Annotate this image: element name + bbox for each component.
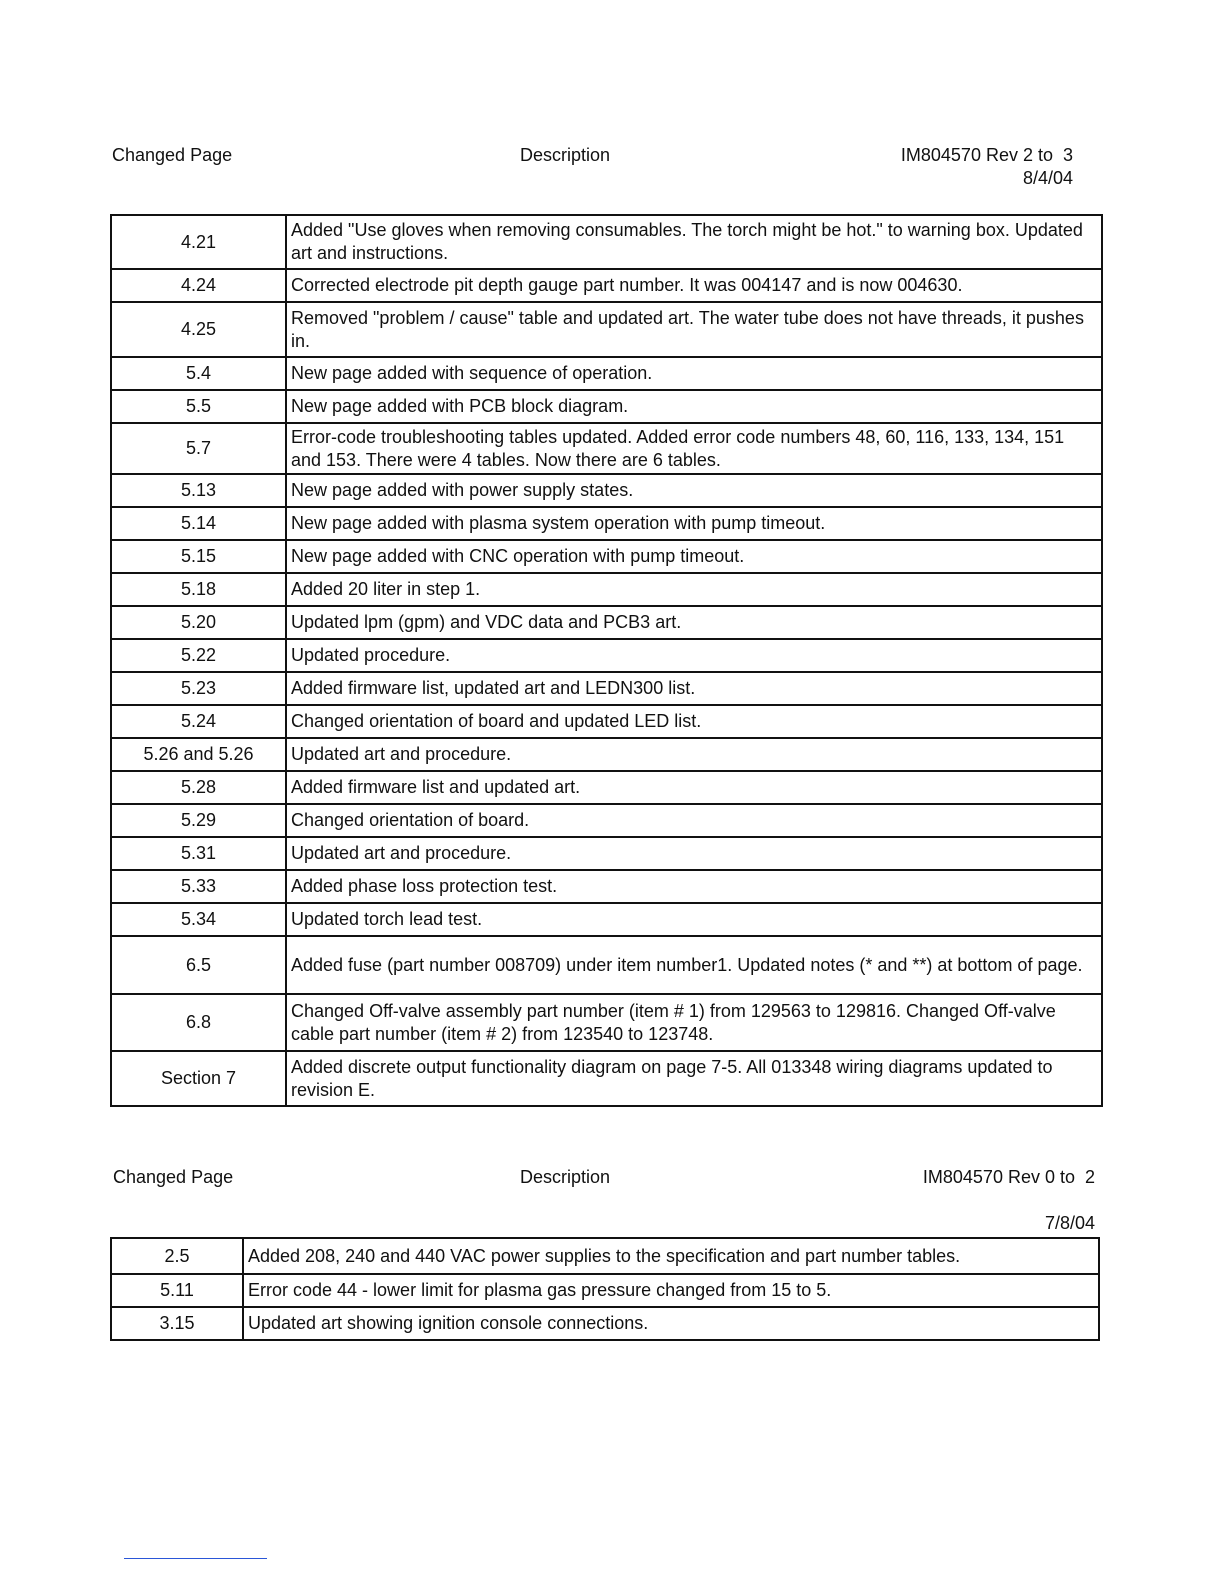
table-row [111, 837, 1102, 870]
description-cell: Updated art showing ignition console connections. [243, 1307, 1099, 1340]
table-row [111, 903, 1102, 936]
table-row [111, 1274, 1099, 1307]
changed-page-cell: 5.34 [111, 903, 286, 936]
table-row [111, 357, 1102, 390]
changed-page-cell: Section 7 [111, 1051, 286, 1106]
description-cell: Updated lpm (gpm) and VDC data and PCB3 art. [286, 606, 1102, 639]
changed-page-cell: 5.20 [111, 606, 286, 639]
description-cell: Updated art and procedure. [286, 738, 1102, 771]
section2-revision-date: 7/8/04 [1044, 1213, 1095, 1233]
section2-changed-page-heading: Changed Page [113, 1167, 234, 1187]
table-row [111, 573, 1102, 606]
changed-page-cell: 5.11 [111, 1274, 243, 1307]
description-cell: Error code 44 - lower limit for plasma gas pressure changed from 15 to 5. [243, 1274, 1099, 1307]
changed-page-cell: 3.15 [111, 1307, 243, 1340]
table-row [111, 936, 1102, 994]
changed-page-cell: 6.8 [111, 994, 286, 1051]
table-row [111, 474, 1102, 507]
changed-page-cell: 4.21 [111, 215, 286, 269]
section1-revisions-table [110, 214, 1103, 1107]
changed-page-cell: 5.28 [111, 771, 286, 804]
description-cell: Updated procedure. [286, 639, 1102, 672]
table-row [111, 1307, 1099, 1340]
description-cell: Corrected electrode pit depth gauge part number. It was 004147 and is now 004630. [286, 269, 1102, 302]
changed-page-cell: 5.14 [111, 507, 286, 540]
changed-page-cell: 4.24 [111, 269, 286, 302]
changed-page-cell: 5.24 [111, 705, 286, 738]
description-cell: Added 208, 240 and 440 VAC power supplies to the specification and part number tables. [243, 1238, 1099, 1274]
changed-page-cell: 5.13 [111, 474, 286, 507]
table-row [111, 606, 1102, 639]
changed-page-cell: 4.25 [111, 302, 286, 357]
section2-revisions-table [110, 1237, 1100, 1341]
changed-page-cell: 5.7 [111, 423, 286, 474]
description-cell: Added 20 liter in step 1. [286, 573, 1102, 606]
changed-page-cell: 5.23 [111, 672, 286, 705]
changed-page-cell: 6.5 [111, 936, 286, 994]
description-cell: New page added with PCB block diagram. [286, 390, 1102, 423]
table-row [111, 870, 1102, 903]
table-row [111, 771, 1102, 804]
description-cell: Added phase loss protection test. [286, 870, 1102, 903]
description-cell: New page added with power supply states. [286, 474, 1102, 507]
table-row [111, 639, 1102, 672]
section2-revision-label: IM804570 Rev 0 to 2 [922, 1167, 1095, 1187]
changed-page-cell: 2.5 [111, 1238, 243, 1274]
table-row [111, 705, 1102, 738]
table-row [111, 302, 1102, 357]
description-cell: Added fuse (part number 008709) under item number1. Updated notes (* and **) at bottom of page. [286, 936, 1102, 994]
changed-page-cell: 5.22 [111, 639, 286, 672]
description-cell: Added firmware list and updated art. [286, 771, 1102, 804]
description-cell: New page added with sequence of operation. [286, 357, 1102, 390]
table-row [111, 804, 1102, 837]
table-row [111, 215, 1102, 269]
table-row [111, 1238, 1099, 1274]
changed-page-cell: 5.26 and 5.26 [111, 738, 286, 771]
table-row [111, 507, 1102, 540]
description-cell: Changed orientation of board and updated LED list. [286, 705, 1102, 738]
table-row [111, 390, 1102, 423]
changed-page-cell: 5.5 [111, 390, 286, 423]
changed-page-cell: 5.31 [111, 837, 286, 870]
description-cell: Added firmware list, updated art and LEDN300 list. [286, 672, 1102, 705]
description-cell: Updated art and procedure. [286, 837, 1102, 870]
description-cell: Error-code troubleshooting tables updated. Added error code numbers 48, 60, 116, 133, 134, 151 and 153. There were 4 tables. Now there are 6 tables. [286, 423, 1102, 474]
table-row [111, 540, 1102, 573]
table-row [111, 994, 1102, 1051]
section1-changed-page-heading: Changed Page [112, 145, 233, 165]
description-cell: New page added with CNC operation with pump timeout. [286, 540, 1102, 573]
section1-revision-label: IM804570 Rev 2 to 3 [900, 145, 1073, 165]
changed-page-cell: 5.4 [111, 357, 286, 390]
description-cell: Removed "problem / cause" table and updated art. The water tube does not have threads, it pushes in. [286, 302, 1102, 357]
description-cell: Changed orientation of board. [286, 804, 1102, 837]
description-cell: Changed Off-valve assembly part number (item # 1) from 129563 to 129816. Changed Off-valve cable part number (item # 2) from 123540 to 123748. [286, 994, 1102, 1051]
changed-page-cell: 5.29 [111, 804, 286, 837]
section1-description-heading: Description [520, 145, 611, 165]
table-row [111, 1051, 1102, 1106]
table-row [111, 423, 1102, 474]
table-row [111, 738, 1102, 771]
table-row [111, 269, 1102, 302]
changed-page-cell: 5.18 [111, 573, 286, 606]
changed-page-cell: 5.15 [111, 540, 286, 573]
description-cell: Updated torch lead test. [286, 903, 1102, 936]
changed-page-cell: 5.33 [111, 870, 286, 903]
section2-description-heading: Description [520, 1167, 611, 1187]
table-row [111, 672, 1102, 705]
description-cell: Added "Use gloves when removing consumables. The torch might be hot." to warning box. Updated art and instructions. [286, 215, 1102, 269]
description-cell: Added discrete output functionality diagram on page 7-5. All 013348 wiring diagrams updated to revision E. [286, 1051, 1102, 1106]
section1-revision-date: 8/4/04 [1022, 168, 1073, 188]
footer-divider [124, 1558, 267, 1559]
description-cell: New page added with plasma system operation with pump timeout. [286, 507, 1102, 540]
